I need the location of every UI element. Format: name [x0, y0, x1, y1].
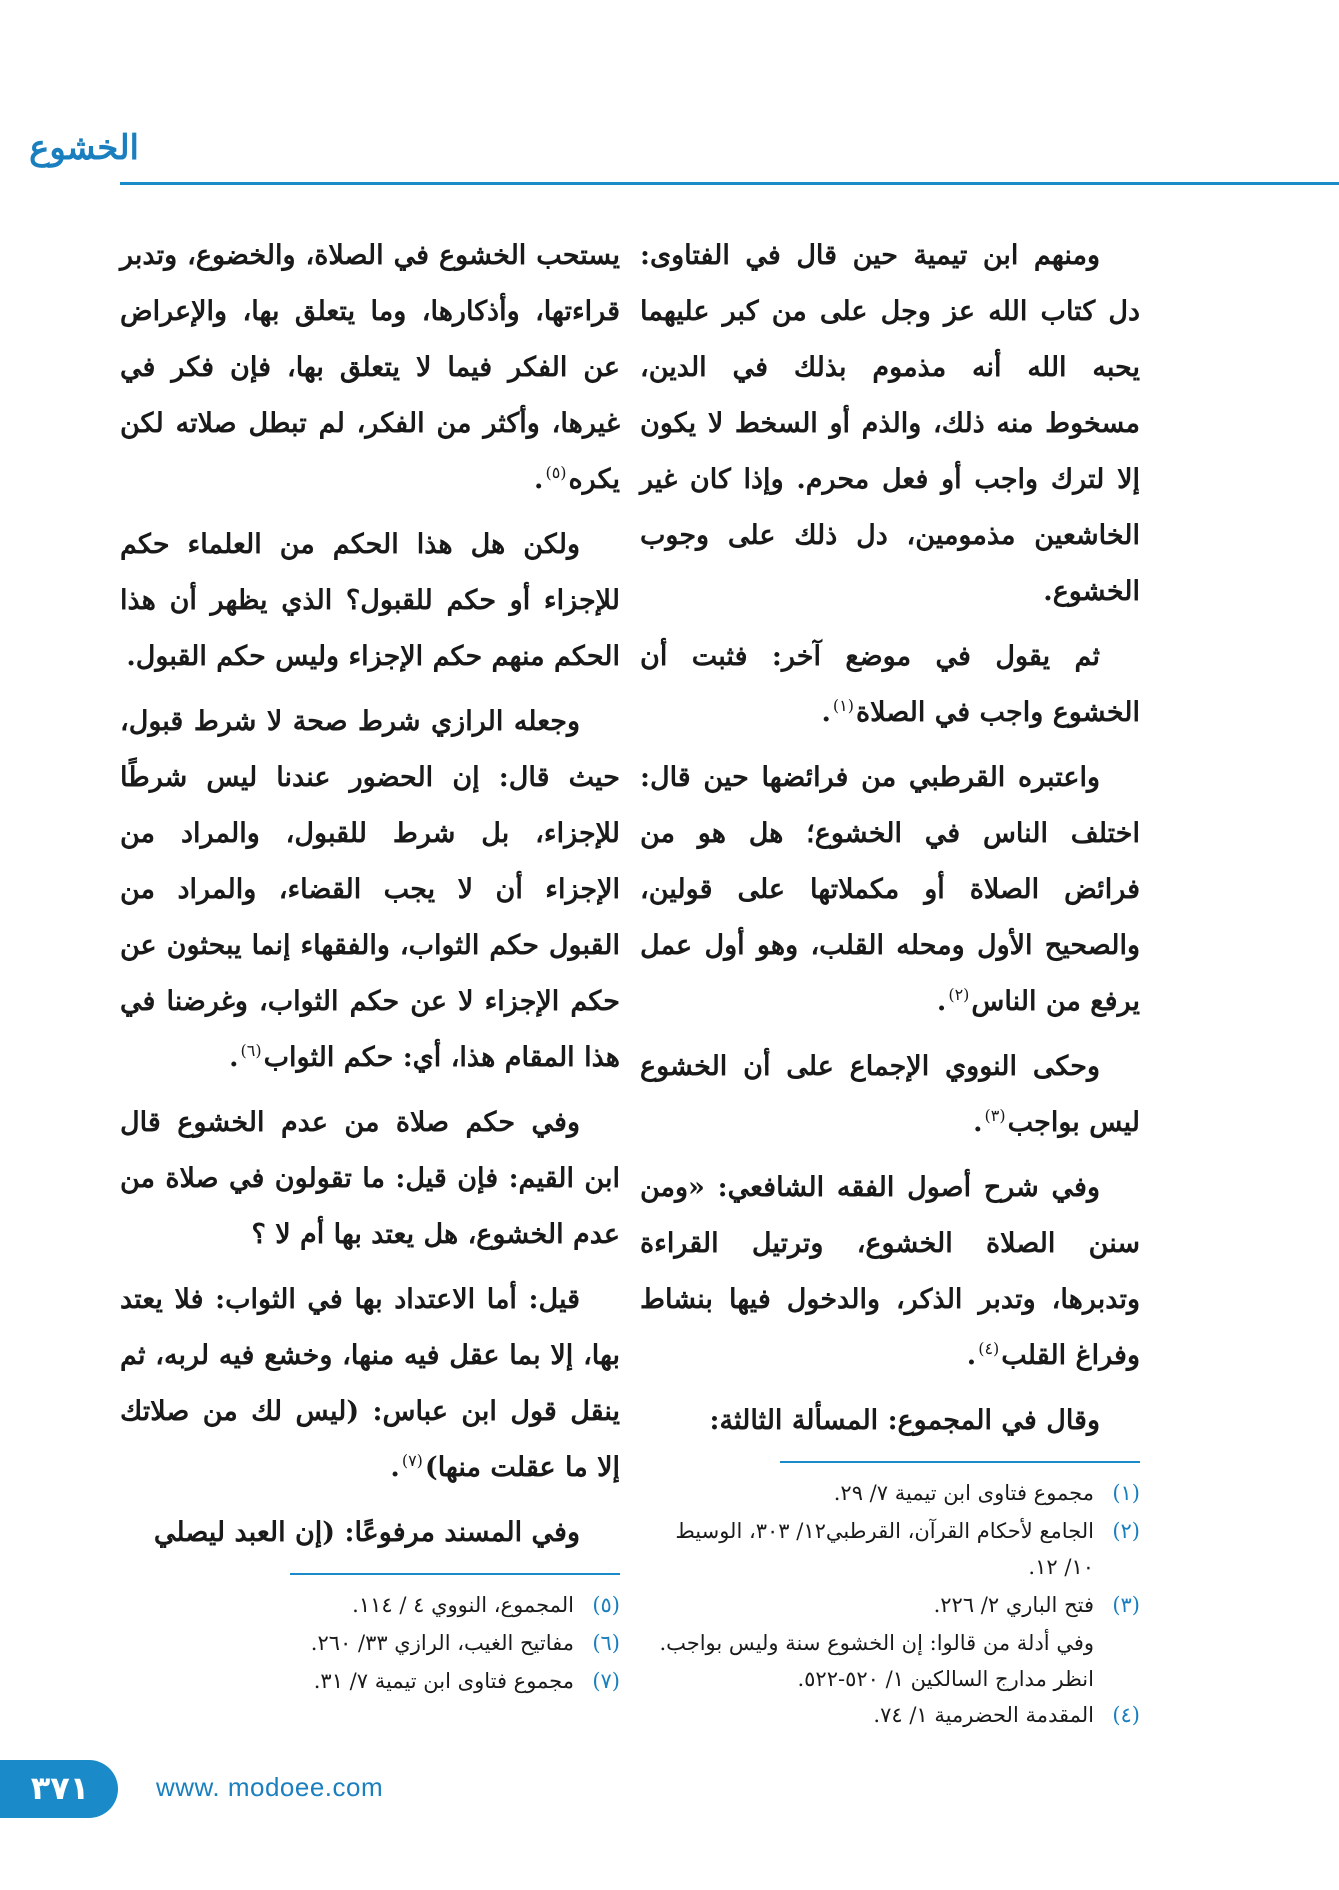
running-header-title: الخشوع — [29, 128, 139, 168]
website-url[interactable]: www. modoee.com — [156, 1772, 384, 1802]
footnote: (٣) فتح الباري ٢/ ٢٢٦. — [933, 1593, 1140, 1617]
footnote-ref: (٧) — [401, 1451, 423, 1470]
footnote-rule — [290, 1573, 620, 1575]
paragraph: واعتبره القرطبي من فرائضها حين قال: اختلف الناس في الخشوع؛ هل هو من فرائض الصلاة أو مكملاتها على قولين، والصحيح الأول ومحله القلب، وهو أول عمل يرفع من الناس$^{(٢)}$. — [640, 762, 1140, 1017]
page-number: ٣٧١ — [30, 1769, 90, 1807]
paragraph: ثم يقول في موضع آخر: فثبت أن الخشوع واجب في الصلاة$^{(١)}$. — [640, 641, 1140, 728]
footnote-rule — [780, 1461, 1140, 1463]
footnote: (٦) مفاتيح الغيب، الرازي ٣٣/ ٢٦٠. — [310, 1631, 620, 1655]
paragraph: وجعله الرازي شرط صحة لا شرط قبول، حيث قال: إن الحضور عندنا ليس شرطًا للإجزاء، بل شرط للقبول، والمراد من الإجزاء أن لا يجب القضاء، والمراد من القبول حكم الثواب، والفقهاء إنما يبحثون عن حكم الإجزاء لا عن حكم الثواب، وغرضنا في هذا المقام هذا، أي: حكم الثواب$^{(٦)}$. — [120, 706, 620, 1073]
footnote-ref: (٦) — [240, 1041, 262, 1060]
paragraph: يستحب الخشوع في الصلاة، والخضوع، وتدبر قراءتها، وأذكارها، وما يتعلق بها، والإعراض عن الفكر فيما لا يتعلق بها، فإن فكر في غيرها، وأكثر من الفكر، لم تبطل صلاته لكن يكره$^{(٥)}$. — [120, 240, 620, 495]
footnote: (٧) مجموع فتاوى ابن تيمية ٧/ ٣١. — [313, 1669, 620, 1693]
paragraph: ومنهم ابن تيمية حين قال في الفتاوى: دل كتاب الله عز وجل على من كبر عليهما يحبه الله أنه مذموم بذلك في الدين، مسخوط منه ذلك، والذم أو السخط لا يكون إلا لترك واجب أو فعل محرم. وإذا كان غير الخاشعين مذمومين، دل ذلك على وجوب الخشوع. — [640, 240, 1140, 607]
paragraph: وحكى النووي الإجماع على أن الخشوع ليس بواجب$^{(٣)}$. — [640, 1051, 1140, 1138]
paragraph: وفي حكم صلاة من عدم الخشوع قال ابن القيم: فإن قيل: ما تقولون في صلاة من عدم الخشوع، هل يعتد بها أم لا ؟ — [120, 1107, 620, 1250]
footnote: (١) مجموع فتاوى ابن تيمية ٧/ ٢٩. — [833, 1481, 1140, 1505]
paragraph: قيل: أما الاعتداد بها في الثواب: فلا يعتد بها، إلا بما عقل فيه منها، وخشع فيه لربه، ثم ينقل قول ابن عباس: (ليس لك من صلاتك إلا ما عقلت منها)$^{(٧)}$. — [120, 1284, 620, 1483]
footnote-ref: (٥) — [545, 463, 567, 482]
footnote: (٥) المجموع، النووي ٤ / ١١٤. — [352, 1593, 620, 1617]
footnote: (٢) الجامع لأحكام القرآن، القرطبي١٢/ ٣٠٣، الوسيط ١٠/ ١٢. — [675, 1519, 1140, 1579]
footnote-ref: (١) — [832, 696, 854, 715]
paragraph: وفي المسند مرفوعًا: (إن العبد ليصلي — [153, 1517, 580, 1548]
header-rule — [120, 182, 1339, 185]
footnote-ref: (٤) — [978, 1339, 1000, 1358]
paragraph: وقال في المجموع: المسألة الثالثة: — [709, 1405, 1100, 1436]
footnote: (٤) المقدمة الحضرمية ١/ ٧٤. — [873, 1703, 1140, 1727]
left-column — [120, 228, 620, 1701]
paragraph: ولكن هل هذا الحكم من العلماء حكم للإجزاء أو حكم للقبول؟ الذي يظهر أن هذا الحكم منهم حكم الإجزاء وليس حكم القبول. — [120, 529, 620, 672]
right-column — [640, 228, 1140, 1735]
footnote-ref: (٣) — [984, 1106, 1006, 1125]
footnote-continuation: وفي أدلة من قالوا: إن الخشوع سنة وليس بواجب. انظر مدارج السالكين ١/ ٥٢٠-٥٢٢. — [659, 1631, 1094, 1691]
paragraph: وفي شرح أصول الفقه الشافعي: «ومن سنن الصلاة الخشوع، وترتيل القراءة وتدبرها، وتدبر الذكر، والدخول فيها بنشاط وفراغ القلب$^{(٤)}$. — [640, 1172, 1140, 1371]
footnote-ref: (٢) — [948, 985, 970, 1004]
